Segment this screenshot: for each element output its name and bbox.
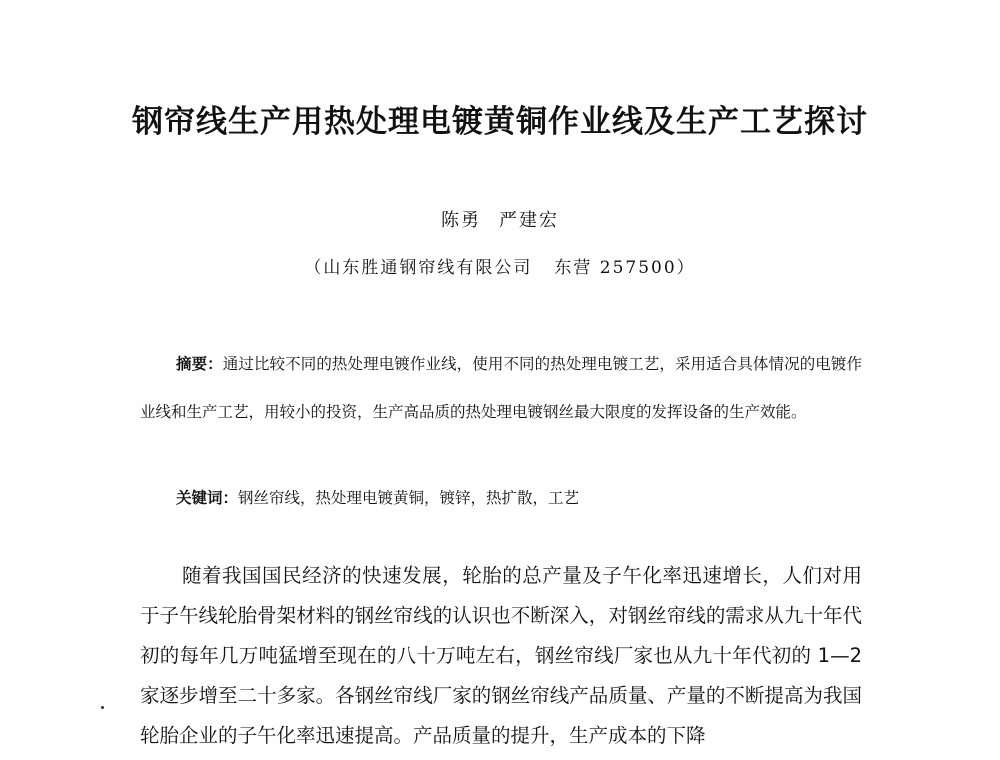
abstract <box>140 340 862 436</box>
body-paragraph: 随着我国国民经济的快速发展，轮胎的总产量及子午化率迅速增长，人们对用于子午线轮胎骨架材料的钢丝帘线的认识也不断深入，对钢丝帘线的需求从九十年代初的每年几万吨猛增至现在的八十万吨左右，钢丝帘线厂家也从九十年代初的 1—2 家逐步增至二十多家。各钢丝帘线厂家的钢丝帘线产品质量、产量的不断提高为我国轮胎企业的子午化率迅速提高。产品质量的提升，生产成本的下降 <box>140 564 862 747</box>
scan-speck <box>101 706 104 709</box>
keywords <box>176 484 579 512</box>
affiliation-org: 山东胜通钢帘线有限公司 <box>323 258 533 278</box>
affiliation-close-paren: ） <box>676 258 696 278</box>
author-name: 严建宏 <box>499 210 559 231</box>
author-name: 陈勇 <box>441 210 481 231</box>
paper-title: 钢帘线生产用热处理电镀黄铜作业线及生产工艺探讨 <box>132 104 868 140</box>
affiliation-open-paren: （ <box>304 258 324 278</box>
abstract-label: 摘要： <box>176 355 223 373</box>
author-list <box>0 207 1000 235</box>
abstract-text: 通过比较不同的热处理电镀作业线，使用不同的热处理电镀工艺，采用适合具体情况的电镀作业线和生产工艺，用较小的投资，生产高品质的热处理电镀钢丝最大限度的发挥设备的生产效能。 <box>140 355 862 421</box>
keywords-label: 关键词： <box>176 489 239 507</box>
affiliation <box>0 254 1000 282</box>
affiliation-location: 东营 257500 <box>554 258 677 278</box>
keywords-text: 钢丝帘线，热处理电镀黄铜，镀锌，热扩散，工艺 <box>238 489 580 507</box>
